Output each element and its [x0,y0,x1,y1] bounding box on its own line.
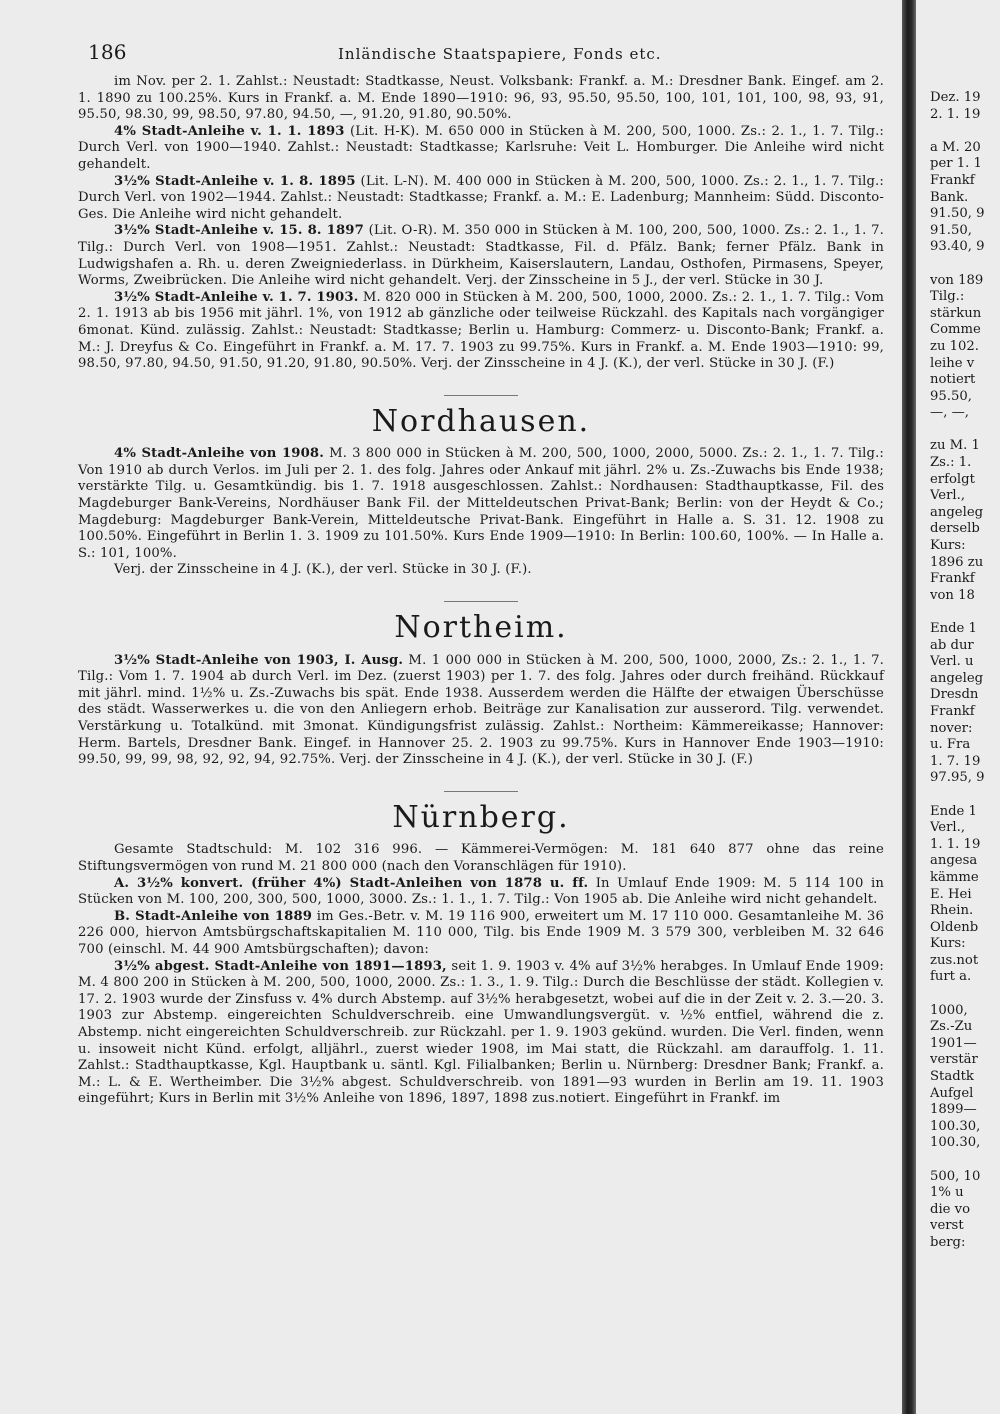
adjacent-page-line: Stadtk [930,1069,974,1085]
entry-text: M. 1 000 000 in Stücken à M. 200, 500, 1000, 2000, Zs.: 2. 1., 1. 7. Tilg.: Vom 1. 7. 1904 ab durch Verl. im Dez. (zuerst 1903) per 1. 7. des folg. Jahres oder durch freihänd. Rückkauf mit jährl. mind. 1½% u. Zs.-Zuwachs bis spät. Ende 1938. Ausserdem werden die Hälfte der etwaigen Überschüsse des städt. Wasserwerkes u. die von den Anliegern erhob. Beiträge zur Kanalisation zur ausserord. Tilg. verwendet. Verstärkung u. Totalkünd. mit 3monat. Kündigungsfrist zulässig. Zahlst.: Northeim: Kämmereikasse; Hannover: Herm. Bartels, Dresdner Bank. Eingef. in Hannover 25. 2. 1903 zu 99.75%. Kurs in Hannover Ende 1903—1910: 99.50, 99, 99, 98, 92, 92, 94, 92.75%. Verj. der Zinsscheine in 4 J. (K.), der verl. Stücke in 30 J. (F.) [78,652,885,768]
adjacent-page-line: stärkun [930,305,982,321]
entry-text: im Ges.-Betr. v. M. 19 116 900, erweitert um M. 17 110 000. Gesamtanleihe M. 36 226 000, hiervon Amtsbürgschaftskapitalien M. 110 000, Tilg. bis Ende 1909 M. 3 579 300, verbleiben M. 32 646 700 (einschl. M. 44 900 Amtsbürgschaften); davon: [78,908,885,957]
entry-text: im Nov. per 2. 1. Zahlst.: Neustadt: Stadtkasse, Neust. Volksbank: Frankf. a. M.: Dresdner Bank. Eingef. am 2. 1. 1890 zu 100.25%. Kurs in Frankf. a. M. Ende 1890—1910: 96, 93, 95.50, 95.50, 100, 101, 101, 100, 98, 93, 91, 95.50, 98.30, 99, 98.50, 97.80, 94.50, —, 91.20, 91.80, 90.50%. [78,74,884,123]
entry-text: M. 820 000 in Stücken à M. 200, 500, 1000, 2000. Zs.: 2. 1., 1. 7. Tilg.: Vom 2. 1. 1913 ab bis 1956 mit jährl. 1%, von 1912 ab gänzliche oder teilweise Rückzahl. des Kapitals nach vorgängiger 6monat. Künd. zulässig. Zahlst.: Neustadt: Stadtkasse; Berlin u. Hamburg: Commerz- u. Disconto-Bank; Frankf. a. M.: J. Dreyfus & Co. Eingeführt in Frankf. a. M. 17. 7. 1903 zu 99.75%. Kurs in Frankf. a. M. Ende 1903—1910: 99, 98.50, 97.80, 94.50, 91.50, 91.20, 91.80, 90.50%. Verj. der Zinsscheine in 4 J. (K.), der verl. Stücke in 30 J. (F.) [78,289,885,372]
adjacent-page-line: Frankf [930,172,975,188]
sections-container [78,74,884,1108]
adjacent-page-line: 93.40, 9 [930,239,985,255]
adjacent-page-line: Verl. u [930,654,974,670]
adjacent-page-line: Kurs: [930,936,966,952]
page-number: 186 [88,40,127,64]
adjacent-page-column [930,90,1000,1252]
adjacent-page-line: erfolgt [930,471,975,487]
loan-title: 3½% Stadt-Anleihe v. 1. 8. 1895 [114,173,356,189]
entry-paragraph [78,124,884,174]
entry-text: Verj. der Zinsscheine in 4 J. (K.), der verl. Stücke in 30 J. (F.). [114,562,532,578]
entry-text: In Umlauf Ende 1909: M. 5 114 100 in Stücken von M. 100, 200, 300, 500, 1000, 3000. Zs.: 1. 1., 1. 7. Tilg.: Von 1905 ab. Die Anleihe wird nicht gehandelt. [78,875,884,908]
adjacent-page-line: Frankf [930,571,975,587]
adjacent-page-line: derselb [930,521,980,537]
adjacent-page-line: Tilg.: [930,289,965,305]
adjacent-page-line: 91.50, 9 [930,206,985,222]
adjacent-page-line: notiert [930,372,976,388]
adjacent-page-line [930,256,1000,273]
adjacent-page-line: Ende 1 [930,621,977,636]
adjacent-page-line: 100.30, [930,1118,981,1134]
adjacent-page-line [930,986,1000,1003]
adjacent-page-line: angesa [930,853,978,869]
adjacent-page-line [930,123,1000,140]
entry-text: (Lit. O-R). M. 350 000 in Stücken à M. 100, 200, 500, 1000. Zs.: 2. 1., 1. 7. Tilg.: Durch Verl. von 1908—1951. Zahlst.: Neustadt: Stadtkasse, Fil. d. Pfälz. Bank; ferner Pfälz. Bank in Ludwigshafen a. Rh. u. deren Zweigniederlass. in Dürkheim, Kaiserslautern, Landau, Osthofen, Pirmasens, Speyer, Worms, Zweibrücken. Die Anleihe wird nicht gehandelt. Verj. der Zinsscheine in 5 J., der verl. Stücke in 30 J. [78,223,884,289]
entry-paragraph [78,876,884,909]
adjacent-page-line: Ende 1 [930,803,977,819]
adjacent-page-line: 1896 zu [930,554,984,570]
loan-title: B. Stadt-Anleihe von 1889 [114,908,313,924]
entry-paragraph [78,653,884,769]
adjacent-page-line: zus.not [930,952,979,968]
adjacent-page-line: Kurs: [930,538,966,554]
adjacent-page-line: u. Fra [930,737,971,753]
adjacent-page-line: leihe v [930,355,975,371]
adjacent-page-line: verstär [930,1052,978,1068]
adjacent-page-line: angeleg [930,670,984,686]
adjacent-page-line: angeleg [930,504,984,520]
adjacent-page-line: 500, 10 [930,1168,981,1184]
loan-title: A. 3½% konvert. (früher 4%) Stadt-Anleihen von 1878 u. ff. [114,875,589,891]
adjacent-page-line: 1901— [930,1035,977,1051]
entry-paragraph [78,909,884,959]
city-heading: Northeim. [394,610,568,646]
entry-paragraph [78,223,884,289]
adjacent-page-line: 91.50, [930,222,972,238]
adjacent-page-line: furt a. [930,969,972,985]
adjacent-page-line: Zs.-Zu [930,1019,973,1035]
entry-paragraph [78,74,884,124]
adjacent-page-line: ab dur [930,637,974,653]
adjacent-page-line: per 1. 1 [930,156,982,172]
city-heading: Nürnberg. [392,799,570,835]
adjacent-page-line: 100.30, [930,1135,981,1151]
adjacent-page-line: berg: [930,1234,966,1250]
adjacent-page-line [930,1152,1000,1169]
entry-paragraph [78,290,884,373]
adjacent-page-line [930,422,1000,439]
adjacent-page-line: 95.50, [930,388,972,404]
loan-title: 4% Stadt-Anleihe von 1908. [114,446,325,462]
loan-title: 3½% abgest. Stadt-Anleihe von 1891—1893, [114,958,447,974]
adjacent-page-line: Rhein. [930,903,974,919]
main-column [78,40,885,1108]
loan-title: 3½% Stadt-Anleihe v. 15. 8. 1897 [114,223,364,239]
adjacent-page-line: Dresdn [930,687,979,703]
adjacent-page-line: zu 102. [930,338,979,354]
entry-text: Gesamte Stadtschuld: M. 102 316 996. — Kämmerei-Vermögen: M. 181 640 877 ohne das reine Stiftungsvermögen von rund M. 21 800 000 (nach den Voranschlägen für 1910). [78,842,884,874]
adjacent-page-line: Oldenb [930,919,979,935]
page-header [78,40,884,74]
section-separator [444,791,518,792]
entry-paragraph [78,959,884,1108]
adjacent-page-line: von 18 [930,587,975,603]
adjacent-page-line: Frankf [930,703,975,719]
adjacent-page-line: zu M. 1 [930,438,980,454]
section-separator [444,395,518,396]
adjacent-page-line: die vo [930,1201,971,1217]
entry-text: (Lit. L-N). M. 400 000 in Stücken à M. 200, 500, 1000. Zs.: 2. 1., 1. 7. Tilg.: Durch Verl. von 1902—1944. Zahlst.: Neustadt: Stadtkasse; Frankf. a. M.: E. Ladenburg; Mannheim: Südd. Disconto-Ges. Die Anleihe wird nicht gehandelt. [78,173,884,222]
adjacent-page-line: Comme [930,322,981,338]
entry-text: (Lit. H-K). M. 650 000 in Stücken à M. 200, 500, 1000. Zs.: 2. 1., 1. 7. Tilg.: Durch Verl. von 1900—1940. Zahlst.: Neustadt: Stadtkasse; Karlsruhe: Veit L. Homburger. Die Anleihe wird nicht gehandelt. [78,123,884,172]
adjacent-page-line [930,604,1000,621]
adjacent-page-line: Dez. 19 [930,90,981,105]
adjacent-page-line: nover: [930,720,973,736]
entry-text: seit 1. 9. 1903 v. 4% auf 3½% herabges. In Umlauf Ende 1909: M. 4 800 200 in Stücken à M. 200, 500, 1000, 2000. Zs.: 1. 3., 1. 9. Tilg.: Durch die Beschlüsse der städt. Kollegien v. 17. 2. 1903 wurde der Zinsfuss v. 4% durch Abstemp. auf 3½% herabgesetzt, wobei auf die in der Zeit v. 2. 3.—20. 3. 1903 zur Abstemp. eingereichten Schuldverschreib. eine Umwandlungsvergüt. v. ½% entfiel, während die z. Abstemp. nicht eingereichten Schuldverschreib. zur Rückzahl. per 1. 9. 1903 gekünd. wurden. Die Verl. finden, wenn u. insoweit nicht Künd. erfolgt, alljährl., zuerst wieder 1908, im Mai statt, die Rückzahl. am darauffolg. 1. 11. Zahlst.: Stadthauptkasse, Kgl. Hauptbank u. säntl. Kgl. Filialbanken; Berlin u. Nürnberg: Dresdner Bank; Frankf. a. M.: L. & E. Wertheimber. Die 3½% abgest. Schuldverschreib. von 1891—93 wurden in Berlin am 19. 11. 1903 eingeführt; Kurs in Berlin mit 3½% Anleihe von 1896, 1897, 1898 zus.notiert. Eingeführt in Frankf. im [78,958,885,1107]
adjacent-page-line: 1% u [930,1185,964,1201]
adjacent-page-line: E. Hei [930,886,972,902]
loan-title: 3½% Stadt-Anleihe v. 1. 7. 1903. [114,289,359,305]
loan-title: 4% Stadt-Anleihe v. 1. 1. 1893 [114,123,345,139]
adjacent-page-line: 1. 7. 19 [930,753,981,769]
entry-paragraph [78,562,884,579]
adjacent-page-line: Bank. [930,189,969,205]
entry-paragraph [78,174,884,224]
book-gutter [902,0,916,1414]
entry-text: M. 3 800 000 in Stücken à M. 200, 500, 1000, 2000, 5000. Zs.: 2. 1., 1. 7. Tilg.: Von 1910 ab durch Verlos. im Juli per 2. 1. des folg. Jahres oder Ankauf mit jährl. 2% u. Zs.-Zuwachs bis Ende 1938; verstärkte Tilg. u. Gesamtkündig. bis 1. 7. 1918 ausgeschlossen. Zahlst.: Nordhausen: Stadthauptkasse, Fil. des Magdeburger Bank-Vereins, Nordhäuser Bank Fil. der Mitteldeutschen Privat-Bank; Berlin: von der Heydt & Co.; Magdeburg: Magdeburger Bank-Verein, Mitteldeutsche Privat-Bank. Eingeführt in Halle a. S. 31. 12. 1908 zu 100.50%. Eingeführt in Berlin 1. 3. 1909 zu 101.50%. Kurs Ende 1909—1910: In Berlin: 100.60, 100%. — In Halle a. S.: 101, 100%. [78,446,885,561]
adjacent-page-line: Zs.: 1. [930,455,972,471]
adjacent-page-line: 1899— [930,1102,977,1118]
adjacent-page-line: 2. 1. 19 [930,106,981,122]
adjacent-page-line: Aufgel [930,1085,974,1101]
entry-paragraph [78,842,884,875]
adjacent-page-line: kämme [930,869,979,885]
adjacent-page-line: Verl., [930,820,966,836]
adjacent-page-line: a M. 20 [930,139,981,155]
adjacent-page-line: 1000, [930,1002,968,1018]
adjacent-page-line [930,787,1000,804]
loan-title: 3½% Stadt-Anleihe von 1903, I. Ausg. [114,652,404,668]
adjacent-page-line: —, —, [930,405,969,421]
adjacent-page-line: verst [930,1218,964,1234]
running-title: Inländische Staatspapiere, Fonds etc. [338,45,662,63]
city-heading: Nordhausen. [371,403,591,439]
adjacent-page-line: Verl., [930,488,966,504]
adjacent-page-line: 1. 1. 19 [930,836,981,852]
entry-paragraph [78,446,884,562]
section-separator [444,601,518,602]
adjacent-page-line: von 189 [930,272,984,288]
adjacent-page-line: 97.95, 9 [930,770,985,786]
